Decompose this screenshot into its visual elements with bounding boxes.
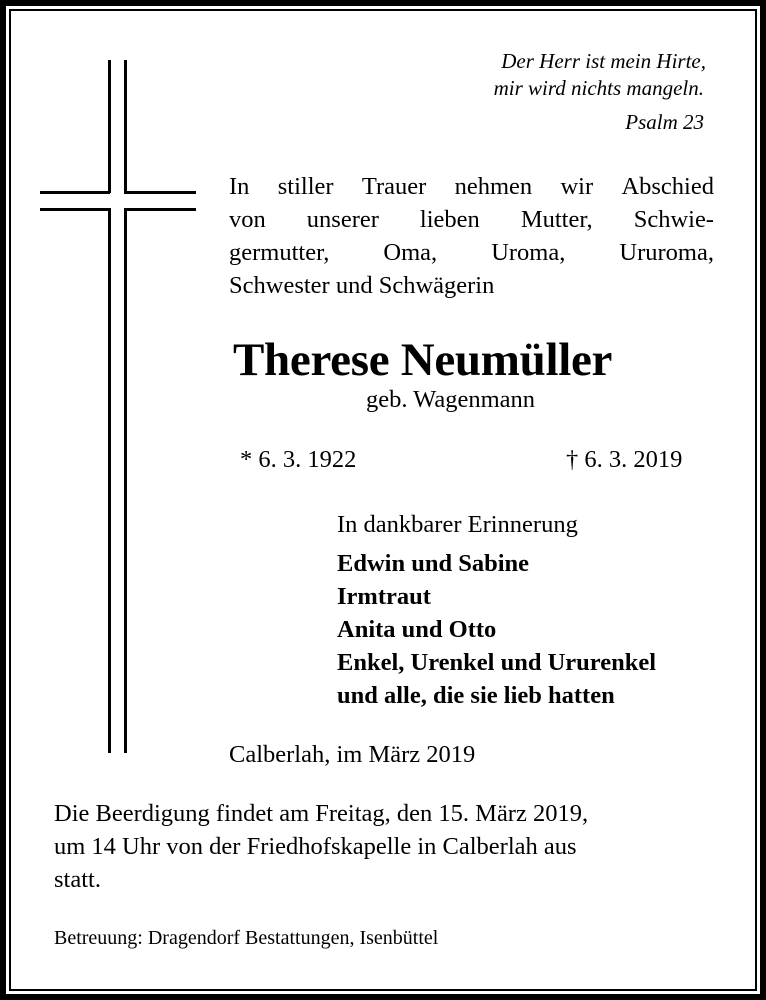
mourner-name: Edwin und Sabine — [337, 550, 530, 577]
mourner-name: Irmtraut — [337, 583, 431, 610]
intro-word: lieben — [419, 206, 480, 233]
intro-text — [229, 170, 714, 302]
birth-date: * 6. 3. 1922 — [240, 446, 357, 473]
intro-word: In — [229, 173, 250, 200]
funeral-line-2: um 14 Uhr von der Friedhofskapelle in Calberlah aus — [54, 833, 577, 860]
mourner-name: und alle, die sie lieb hatten — [337, 682, 615, 709]
intro-word: Schwie- — [633, 206, 714, 233]
undertaker: Betreuung: Dragendorf Bestattungen, Isenbüttel — [54, 927, 439, 949]
mourner-name: Anita und Otto — [337, 616, 497, 643]
intro-line — [229, 269, 714, 302]
death-date: † 6. 3. 2019 — [566, 446, 683, 473]
intro-word: Mutter, — [520, 206, 593, 233]
intro-word: Oma, — [383, 239, 438, 266]
intro-word: Uroma, — [491, 239, 566, 266]
psalm-reference: Psalm 23 — [625, 110, 704, 134]
psalm-line-2: mir wird nichts mangeln. — [493, 76, 704, 100]
intro-word: Ururoma, — [619, 239, 714, 266]
intro-line — [229, 236, 714, 269]
intro-word: Schwester und Schwägerin — [229, 272, 495, 299]
mourner-name: Enkel, Urenkel und Ururenkel — [337, 649, 657, 676]
intro-word: nehmen — [454, 173, 533, 200]
intro-word: wir — [560, 173, 594, 200]
maiden-name: geb. Wagenmann — [366, 386, 536, 413]
mourners-intro: In dankbarer Erinnerung — [337, 511, 578, 538]
intro-line — [229, 170, 714, 203]
place-date: Calberlah, im März 2019 — [229, 741, 476, 768]
intro-word: germutter, — [229, 239, 330, 266]
funeral-line-3: statt. — [54, 866, 101, 893]
intro-word: unserer — [306, 206, 379, 233]
intro-word: Abschied — [621, 173, 714, 200]
deceased-name: Therese Neumüller — [233, 334, 613, 386]
psalm-line-1: Der Herr ist mein Hirte, — [501, 49, 706, 73]
funeral-line-1: Die Beerdigung findet am Freitag, den 15. März 2019, — [54, 800, 589, 827]
intro-word: von — [229, 206, 266, 233]
intro-line — [229, 203, 714, 236]
intro-word: Trauer — [361, 173, 427, 200]
intro-word: stiller — [277, 173, 334, 200]
